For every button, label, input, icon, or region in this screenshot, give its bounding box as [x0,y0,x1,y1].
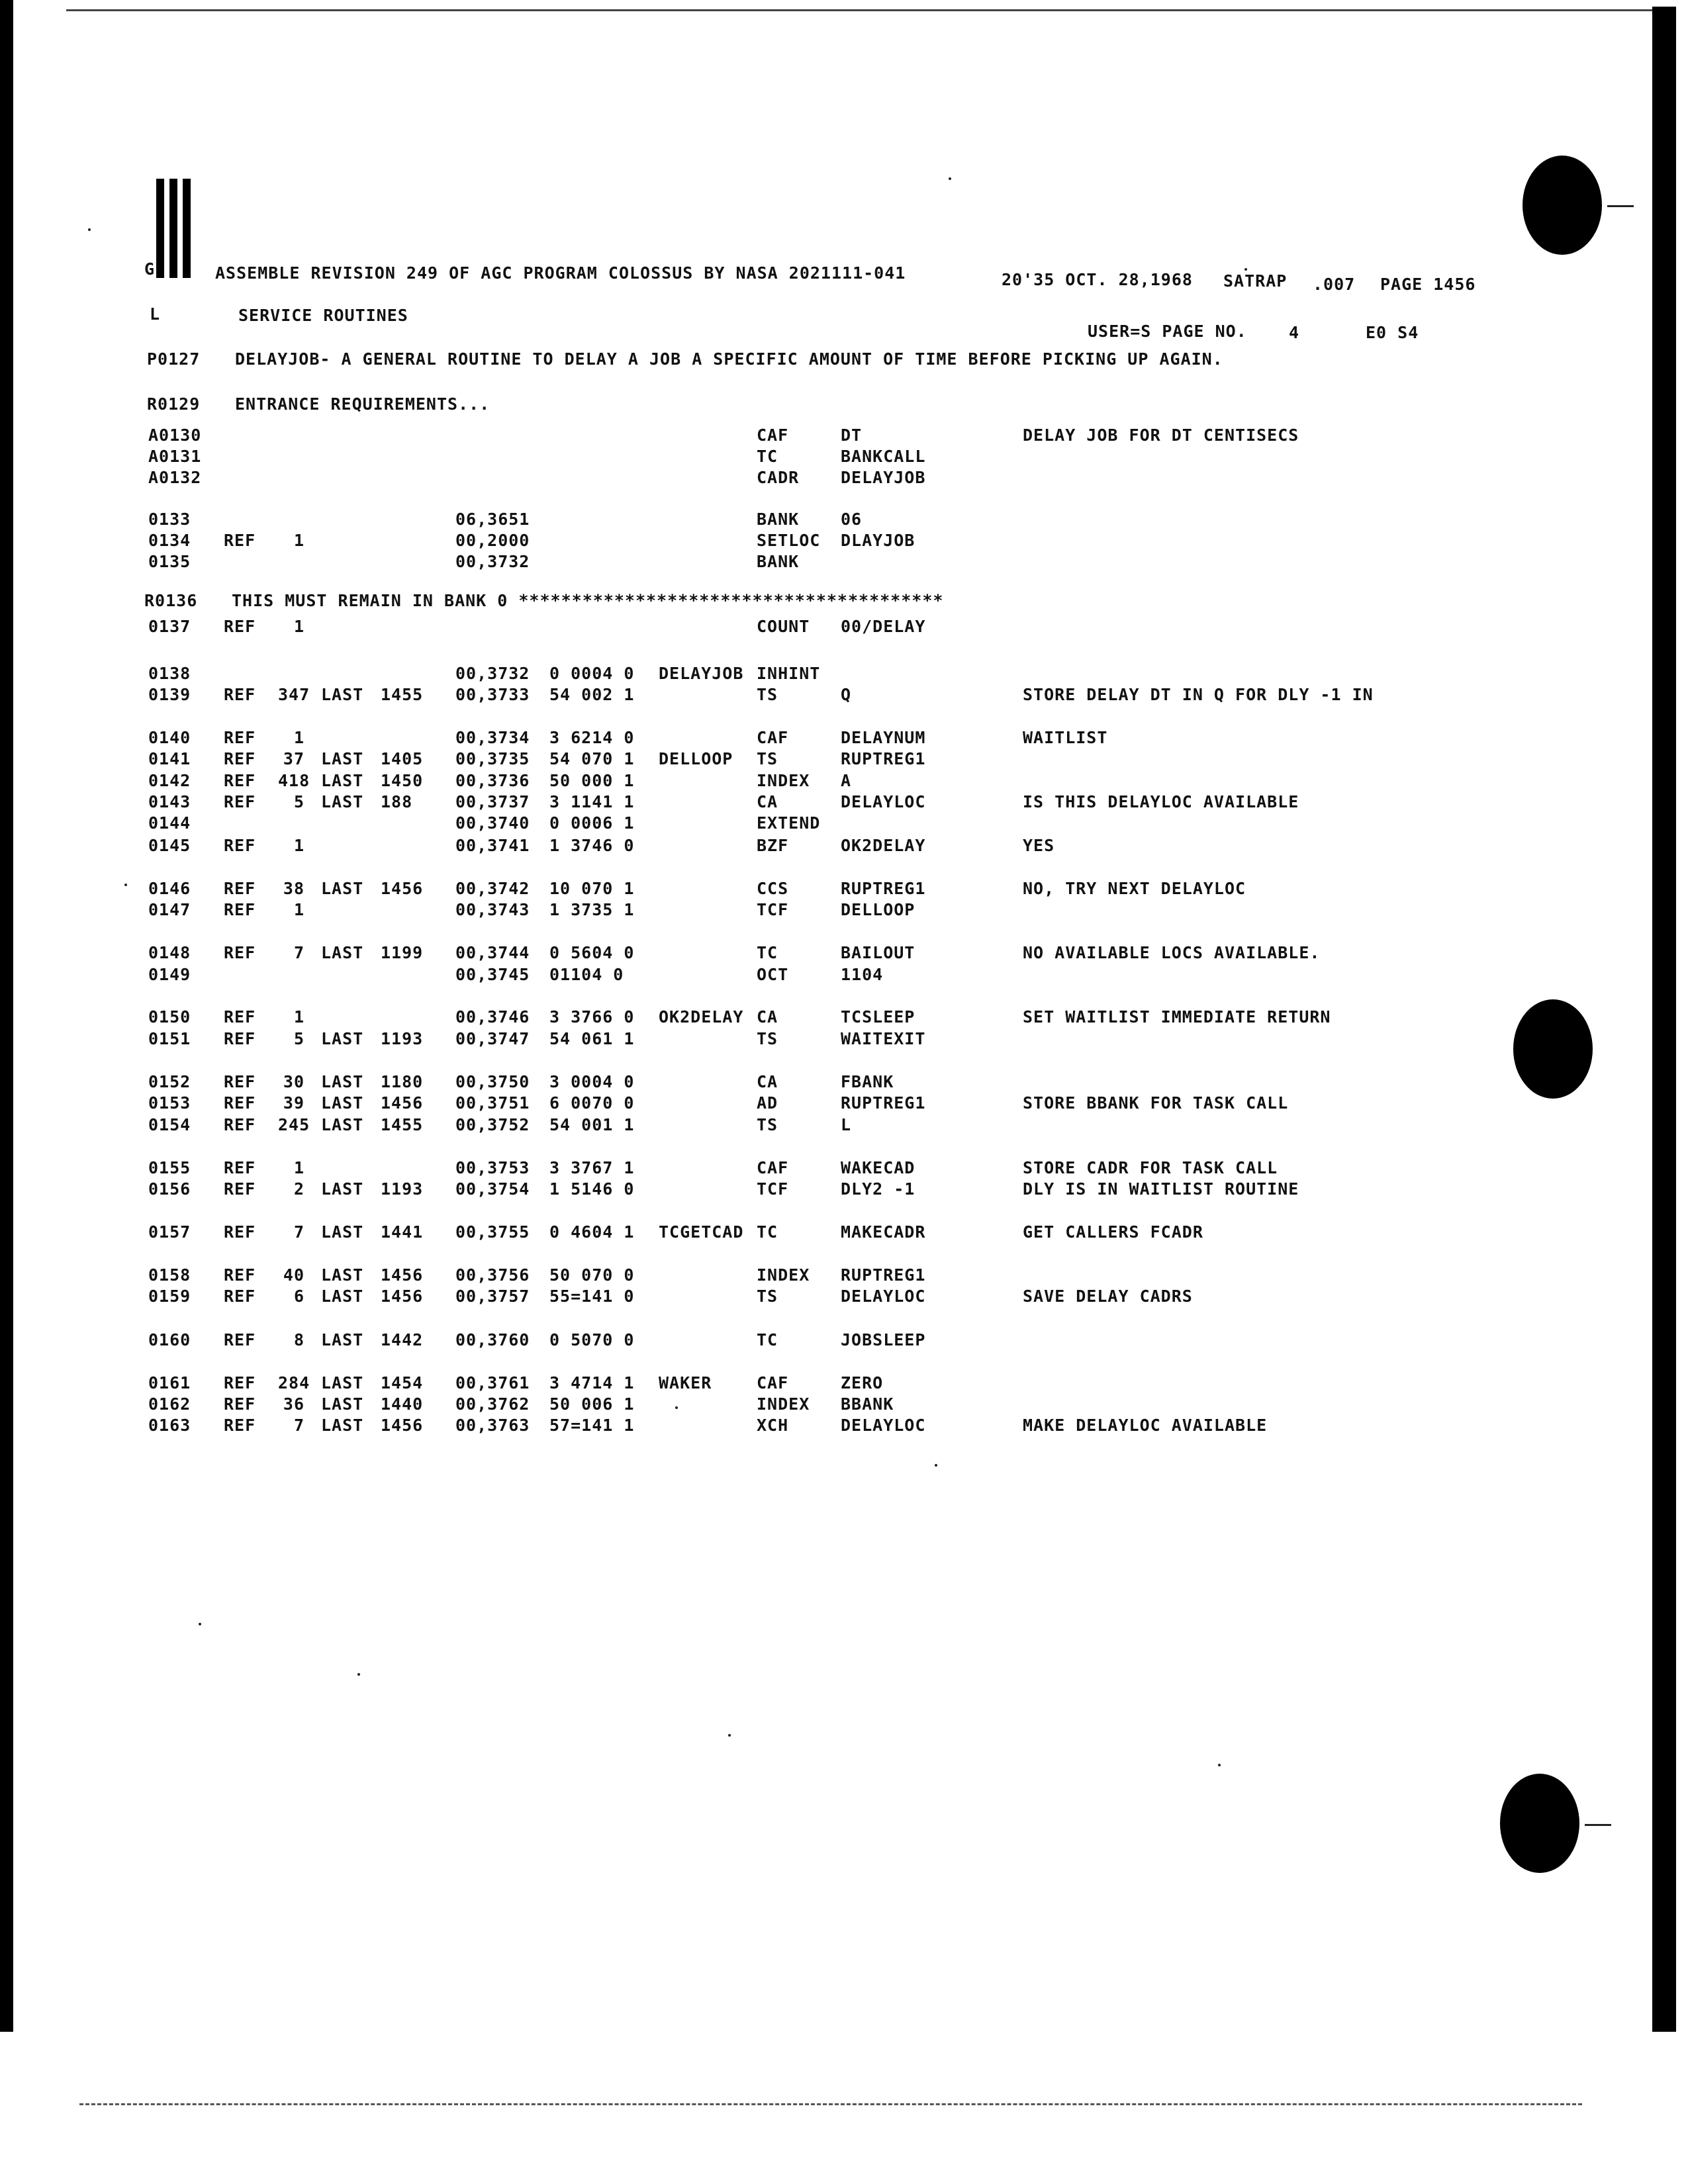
listing-rc: 38 [283,879,305,898]
scan-speck [1218,1764,1221,1766]
listing-ref: REF [224,1330,256,1349]
header-tag: SATRAP [1223,271,1288,291]
listing-rc: 5 [293,792,305,811]
listing-op: TS [757,1115,778,1134]
listing-n: 0158 [148,1265,191,1285]
listing-lc: 1456 [381,1265,424,1285]
scan-speck [88,228,91,231]
listing-last: LAST [321,1287,364,1306]
listing-ref: REF [224,1222,256,1242]
listing-addr: 00,3735 [455,749,530,768]
header-code: .007 [1313,275,1356,294]
listing-lc: 1440 [381,1394,424,1414]
listing-ref: REF [224,1287,256,1306]
listing-rc: 418 [278,771,310,790]
listing-last: LAST [321,749,364,768]
listing-word: 3 3767 1 [549,1158,635,1177]
listing-addr: 00,3757 [455,1287,530,1306]
listing-operand: DT [841,426,863,445]
listing-operand: 1104 [841,965,884,984]
listing-ref: REF [224,771,256,790]
listing-n: 0161 [148,1373,191,1392]
listing-op: AD [757,1093,778,1113]
header-title: ASSEMBLE REVISION 249 OF AGC PROGRAM COLOSSUS BY NASA 2021111-041 [215,263,906,283]
listing-addr: 00,3742 [455,879,530,898]
listing-n: 0157 [148,1222,191,1242]
listing-rc: 5 [293,1029,305,1048]
listing-op: CCS [757,879,789,898]
listing-op: CAF [757,728,789,747]
listing-operand: RUPTREG1 [841,1093,926,1113]
listing-rc: 1 [293,836,305,855]
listing-word: 0 4604 1 [549,1222,635,1242]
scan-speck [199,1623,201,1625]
listing-rc: 36 [283,1394,305,1414]
listing-addr: 00,2000 [455,531,530,550]
listing-addr: 00,3761 [455,1373,530,1392]
scan-right-border [1652,7,1676,2032]
listing-addr: 00,3755 [455,1222,530,1242]
listing-n: 0148 [148,943,191,962]
comment-line: R0129 ENTRANCE REQUIREMENTS... [147,394,491,414]
listing-rc: 7 [293,943,305,962]
scan-left-border [0,0,13,2032]
scan-speck [1244,268,1247,271]
punch-hole-tick [1585,1824,1611,1826]
listing-operand: DLAYJOB [841,531,915,550]
scan-top-edge [66,9,1655,11]
listing-op: CAF [757,1158,789,1177]
listing-word: 54 001 1 [549,1115,635,1134]
listing-last: LAST [321,1179,364,1199]
listing-rc: 8 [293,1330,305,1349]
listing-rc: 40 [283,1265,305,1285]
listing-operand: WAKECAD [841,1158,915,1177]
listing-ref: REF [224,1029,256,1048]
listing-addr: 00,3750 [455,1072,530,1091]
scan-speck [949,177,951,180]
listing-addr: 06,3651 [455,510,530,529]
listing-word: 54 061 1 [549,1029,635,1048]
listing-lc: 1455 [381,1115,424,1134]
listing-comment: STORE CADR FOR TASK CALL [1023,1158,1278,1177]
listing-op: CADR [757,468,800,487]
listing-op: XCH [757,1416,789,1435]
listing-comment: GET CALLERS FCADR [1023,1222,1203,1242]
listing-op: TC [757,447,778,466]
listing-op: COUNT [757,617,810,636]
listing-op: BANK [757,552,800,571]
listing-last: LAST [321,685,364,704]
listing-word: 50 070 0 [549,1265,635,1285]
listing-ref: REF [224,1416,256,1435]
scan-speck [935,1464,937,1467]
listing-ref: REF [224,1158,256,1177]
section-title: SERVICE ROUTINES [238,306,408,325]
listing-label: OK2DELAY [659,1007,744,1026]
scan-speck [675,1406,678,1409]
comment-line: P0127 DELAYJOB- A GENERAL ROUTINE TO DELAY A JOB A SPECIFIC AMOUNT OF TIME BEFORE PICKING UP AGAIN. [147,349,1223,369]
section-marker: L [150,304,161,324]
listing-rc: 1 [293,728,305,747]
listing-addr: 00,3743 [455,900,530,919]
listing-n: 0159 [148,1287,191,1306]
listing-lc: 1442 [381,1330,424,1349]
listing-ref: REF [224,1373,256,1392]
listing-word: 10 070 1 [549,879,635,898]
listing-rc: 2 [293,1179,305,1199]
scan-bottom-edge [79,2103,1582,2105]
listing-operand: RUPTREG1 [841,749,926,768]
listing-last: LAST [321,792,364,811]
listing-addr: 00,3733 [455,685,530,704]
binder-bar [183,179,191,278]
listing-n: 0153 [148,1093,191,1113]
listing-rc: 347 [278,685,310,704]
listing-operand: DELAYLOC [841,1416,926,1435]
listing-operand: DELAYNUM [841,728,926,747]
listing-lc: 1456 [381,1093,424,1113]
listing-label: DELLOOP [659,749,733,768]
listing-operand: TCSLEEP [841,1007,915,1026]
listing-n: 0137 [148,617,191,636]
listing-addr: 00,3754 [455,1179,530,1199]
listing-comment: DLY IS IN WAITLIST ROUTINE [1023,1179,1299,1199]
listing-ref: REF [224,749,256,768]
listing-rc: 1 [293,531,305,550]
binder-bar [169,179,177,278]
listing-n: 0133 [148,510,191,529]
listing-last: LAST [321,1115,364,1134]
listing-op: CA [757,1007,778,1026]
listing-label: WAKER [659,1373,712,1392]
listing-operand: JOBSLEEP [841,1330,926,1349]
listing-ref: REF [224,836,256,855]
listing-word: 50 006 1 [549,1394,635,1414]
listing-n: A0130 [148,426,202,445]
listing-rc: 1 [293,617,305,636]
listing-addr: 00,3741 [455,836,530,855]
listing-n: 0135 [148,552,191,571]
header-marker: G [144,259,156,279]
listing-lc: 1450 [381,771,424,790]
listing-word: 0 0004 0 [549,664,635,683]
listing-lc: 1456 [381,1416,424,1435]
listing-ref: REF [224,1265,256,1285]
listing-rc: 37 [283,749,305,768]
listing-rc: 6 [293,1287,305,1306]
listing-op: TCF [757,900,789,919]
listing-n: 0150 [148,1007,191,1026]
listing-word: 54 070 1 [549,749,635,768]
listing-addr: 00,3753 [455,1158,530,1177]
listing-operand: WAITEXIT [841,1029,926,1048]
listing-last: LAST [321,1373,364,1392]
listing-ref: REF [224,943,256,962]
listing-ref: REF [224,792,256,811]
listing-word: 3 3766 0 [549,1007,635,1026]
listing-operand: A [841,771,852,790]
listing-rc: 245 [278,1115,310,1134]
listing-n: 0143 [148,792,191,811]
listing-last: LAST [321,1330,364,1349]
listing-last: LAST [321,1072,364,1091]
listing-addr: 00,3756 [455,1265,530,1285]
listing-comment: SAVE DELAY CADRS [1023,1287,1193,1306]
listing-addr: 00,3760 [455,1330,530,1349]
listing-word: 6 0070 0 [549,1093,635,1113]
listing-operand: MAKECADR [841,1222,926,1242]
listing-last: LAST [321,1093,364,1113]
user-page-number: 4 [1289,323,1300,342]
listing-word: 54 002 1 [549,685,635,704]
listing-operand: L [841,1115,852,1134]
listing-n: 0145 [148,836,191,855]
listing-label: DELAYJOB [659,664,744,683]
listing-comment: WAITLIST [1023,728,1108,747]
listing-op: SETLOC [757,531,821,550]
scan-speck [124,884,127,886]
listing-n: 0152 [148,1072,191,1091]
listing-lc: 1441 [381,1222,424,1242]
listing-lc: 1180 [381,1072,424,1091]
listing-op: TCF [757,1179,789,1199]
listing-word: 1 5146 0 [549,1179,635,1199]
listing-ref: REF [224,617,256,636]
listing-word: 57=141 1 [549,1416,635,1435]
listing-op: INDEX [757,1265,810,1285]
header-eo: E0 S4 [1366,323,1419,342]
listing-operand: DELAYLOC [841,1287,926,1306]
listing-addr: 00,3745 [455,965,530,984]
listing-addr: 00,3746 [455,1007,530,1026]
punch-hole-middle [1513,999,1593,1099]
listing-n: 0163 [148,1416,191,1435]
listing-operand: BAILOUT [841,943,915,962]
binder-bars [156,179,196,278]
listing-n: 0149 [148,965,191,984]
listing-addr: 00,3732 [455,664,530,683]
listing-comment: SET WAITLIST IMMEDIATE RETURN [1023,1007,1331,1026]
user-page-label: USER=S PAGE NO. [1088,322,1247,341]
listing-addr: 00,3734 [455,728,530,747]
listing-lc: 1454 [381,1373,424,1392]
punch-hole-top [1523,156,1602,255]
listing-op: INDEX [757,771,810,790]
listing-lc: 1193 [381,1029,424,1048]
listing-n: 0134 [148,531,191,550]
listing-n: 0146 [148,879,191,898]
header-datetime: 20'35 OCT. 28,1968 [1002,270,1193,289]
listing-n: 0138 [148,664,191,683]
listing-n: 0142 [148,771,191,790]
listing-addr: 00,3736 [455,771,530,790]
listing-last: LAST [321,771,364,790]
listing-operand: DELAYLOC [841,792,926,811]
listing-ref: REF [224,1394,256,1414]
listing-comment: STORE BBANK FOR TASK CALL [1023,1093,1289,1113]
listing-comment: NO, TRY NEXT DELAYLOC [1023,879,1246,898]
listing-word: 0 5604 0 [549,943,635,962]
listing-rc: 7 [293,1222,305,1242]
listing-op: TC [757,1222,778,1242]
listing-rc: 30 [283,1072,305,1091]
listing-word: 0 0006 1 [549,813,635,833]
listing-addr: 00,3763 [455,1416,530,1435]
header-page: PAGE 1456 [1380,275,1476,294]
listing-op: TS [757,1287,778,1306]
listing-operand: ZERO [841,1373,884,1392]
listing-n: 0154 [148,1115,191,1134]
listing-op: BZF [757,836,789,855]
listing-word: 55=141 0 [549,1287,635,1306]
listing-operand: OK2DELAY [841,836,926,855]
listing-label: TCGETCAD [659,1222,744,1242]
listing-lc: 1456 [381,1287,424,1306]
listing-operand: RUPTREG1 [841,879,926,898]
listing-n: 0140 [148,728,191,747]
listing-op: INDEX [757,1394,810,1414]
listing-rc: 284 [278,1373,310,1392]
listing-operand: DELLOOP [841,900,915,919]
listing-last: LAST [321,879,364,898]
listing-operand: DELAYJOB [841,468,926,487]
listing-op: OCT [757,965,789,984]
listing-n: A0131 [148,447,202,466]
listing-ref: REF [224,531,256,550]
listing-comment: STORE DELAY DT IN Q FOR DLY -1 IN [1023,685,1374,704]
listing-n: 0147 [148,900,191,919]
listing-op: CA [757,792,778,811]
listing-addr: 00,3751 [455,1093,530,1113]
listing-operand: DLY2 -1 [841,1179,915,1199]
listing-n: A0132 [148,468,202,487]
listing-lc: 1455 [381,685,424,704]
listing-rc: 1 [293,900,305,919]
listing-ref: REF [224,1072,256,1091]
listing-operand: 06 [841,510,863,529]
listing-n: 0139 [148,685,191,704]
listing-n: 0162 [148,1394,191,1414]
listing-addr: 00,3747 [455,1029,530,1048]
listing-n: 0141 [148,749,191,768]
listing-n: 0144 [148,813,191,833]
punch-hole-bottom [1500,1774,1579,1873]
listing-ref: REF [224,1179,256,1199]
listing-ref: REF [224,879,256,898]
listing-rc: 39 [283,1093,305,1113]
listing-ref: REF [224,685,256,704]
listing-op: TC [757,943,778,962]
listing-comment: IS THIS DELAYLOC AVAILABLE [1023,792,1299,811]
listing-ref: REF [224,1093,256,1113]
listing-word: 3 4714 1 [549,1373,635,1392]
listing-n: 0151 [148,1029,191,1048]
listing-ref: REF [224,900,256,919]
listing-rc: 1 [293,1007,305,1026]
listing-last: LAST [321,1394,364,1414]
listing-operand: RUPTREG1 [841,1265,926,1285]
comment-line: R0136 THIS MUST REMAIN IN BANK 0 **************************************** [144,591,944,610]
listing-operand: Q [841,685,852,704]
listing-addr: 00,3740 [455,813,530,833]
listing-lc: 1199 [381,943,424,962]
listing-op: INHINT [757,664,821,683]
listing-addr: 00,3737 [455,792,530,811]
listing-op: CAF [757,426,789,445]
listing-lc: 1193 [381,1179,424,1199]
listing-op: TS [757,1029,778,1048]
listing-addr: 00,3732 [455,552,530,571]
listing-word: 1 3735 1 [549,900,635,919]
listing-last: LAST [321,1029,364,1048]
listing-operand: FBANK [841,1072,894,1091]
listing-n: 0160 [148,1330,191,1349]
listing-op: EXTEND [757,813,821,833]
listing-word: 3 6214 0 [549,728,635,747]
binder-bar [156,179,164,278]
listing-comment: NO AVAILABLE LOCS AVAILABLE. [1023,943,1321,962]
listing-comment: YES [1023,836,1055,855]
listing-op: TC [757,1330,778,1349]
listing-operand: BANKCALL [841,447,926,466]
listing-last: LAST [321,1222,364,1242]
listing-operand: 00/DELAY [841,617,926,636]
scan-speck [357,1673,360,1676]
listing-lc: 1405 [381,749,424,768]
listing-comment: MAKE DELAYLOC AVAILABLE [1023,1416,1268,1435]
listing-last: LAST [321,1416,364,1435]
listing-n: 0156 [148,1179,191,1199]
listing-op: TS [757,685,778,704]
listing-addr: 00,3762 [455,1394,530,1414]
listing-word: 0 5070 0 [549,1330,635,1349]
listing-op: CA [757,1072,778,1091]
punch-hole-tick [1607,205,1634,207]
listing-lc: 1456 [381,879,424,898]
listing-operand: BBANK [841,1394,894,1414]
listing-addr: 00,3752 [455,1115,530,1134]
listing-word: 1 3746 0 [549,836,635,855]
listing-lc: 188 [381,792,413,811]
listing-last: LAST [321,943,364,962]
listing-word: 3 1141 1 [549,792,635,811]
listing-op: BANK [757,510,800,529]
listing-addr: 00,3744 [455,943,530,962]
listing-ref: REF [224,1115,256,1134]
listing-rc: 7 [293,1416,305,1435]
listing-op: TS [757,749,778,768]
listing-word: 3 0004 0 [549,1072,635,1091]
listing-op: CAF [757,1373,789,1392]
listing-ref: REF [224,1007,256,1026]
listing-n: 0155 [148,1158,191,1177]
listing-rc: 1 [293,1158,305,1177]
listing-word: 01104 0 [549,965,624,984]
listing-ref: REF [224,728,256,747]
listing-word: 50 000 1 [549,771,635,790]
listing-last: LAST [321,1265,364,1285]
listing-comment: DELAY JOB FOR DT CENTISECS [1023,426,1299,445]
scan-speck [728,1734,731,1737]
